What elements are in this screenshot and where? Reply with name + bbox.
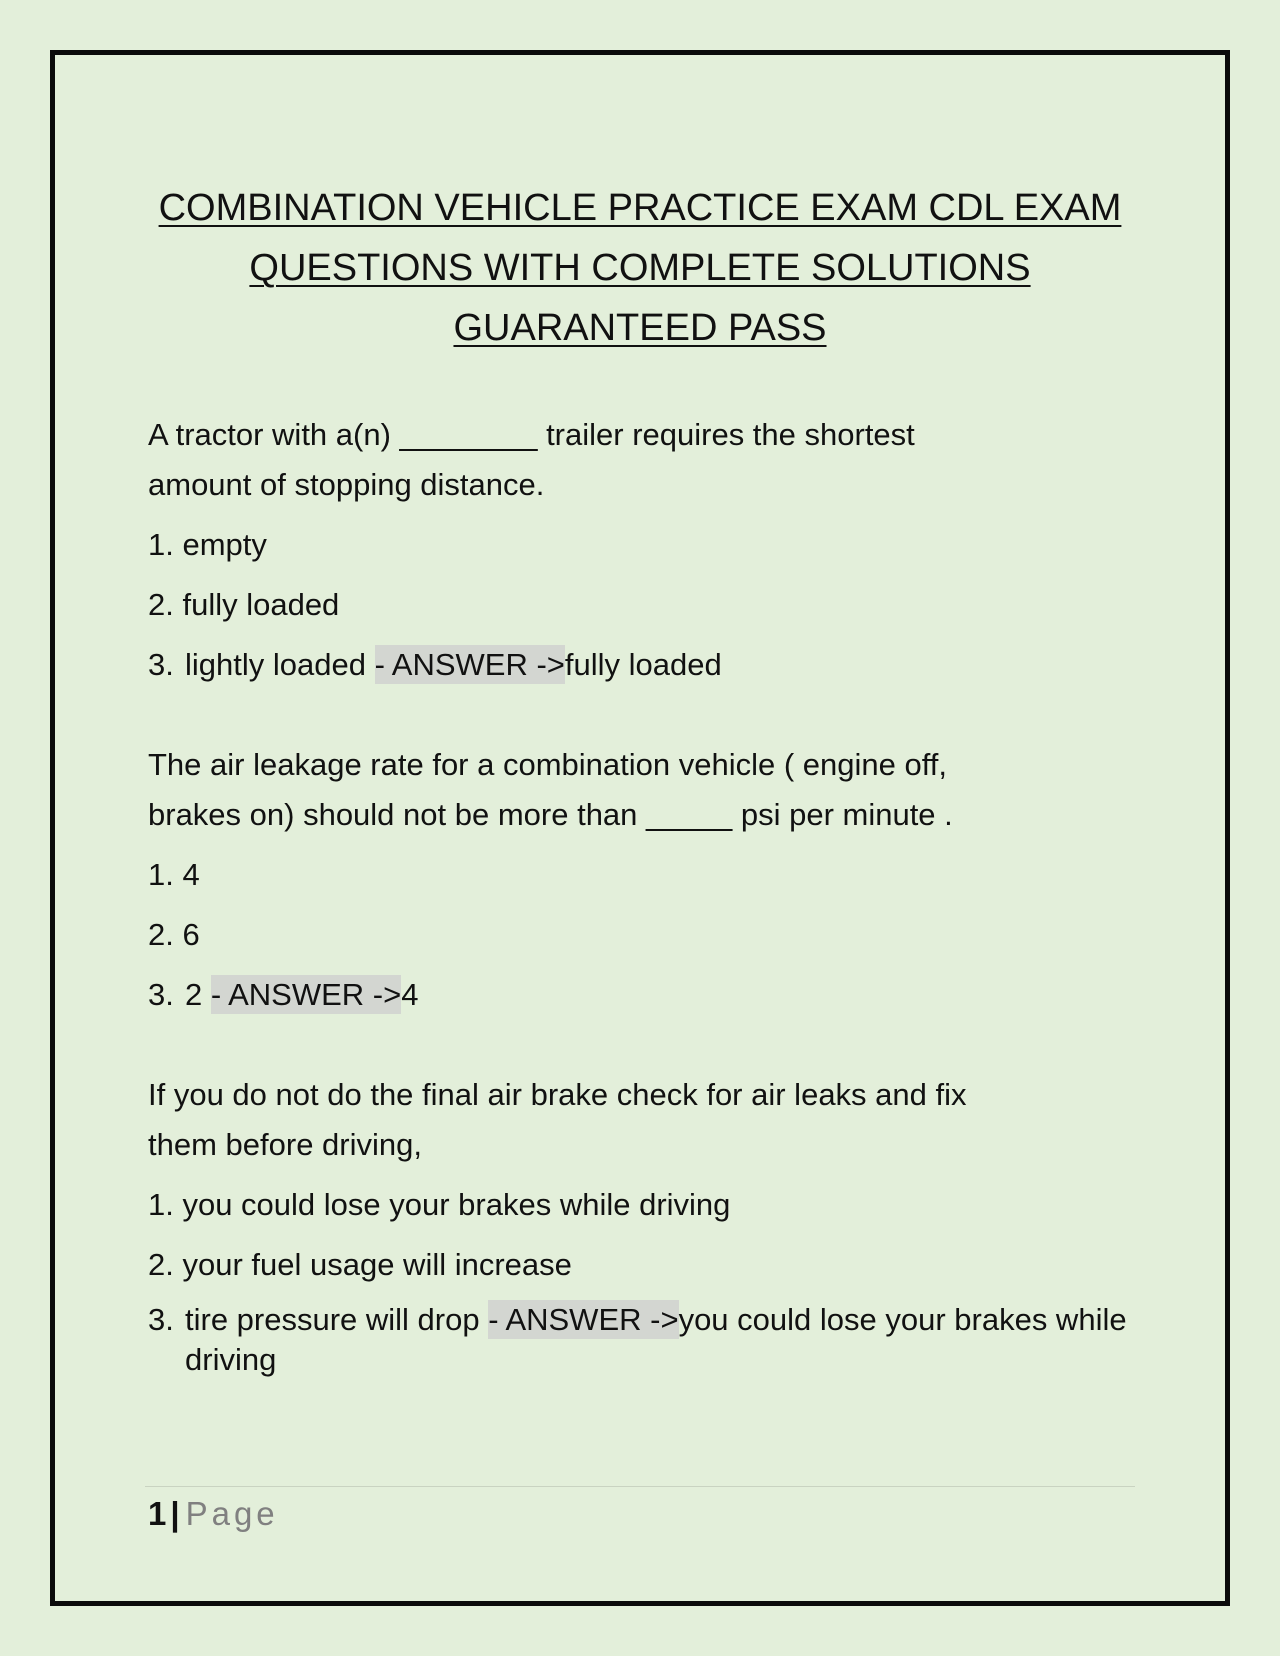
spacer [148,700,1138,740]
option-item: 2. fully loaded [148,587,340,622]
option-item-with-answer [148,640,1138,690]
option-item: 1. empty [148,527,267,562]
option-body [185,640,1138,690]
footer-separator: | [170,1495,180,1532]
footer-divider [145,1486,1135,1487]
document-title [140,178,1140,358]
page-number: 1 [148,1495,167,1532]
title-line-1: COMBINATION VEHICLE PRACTICE EXAM CDL EXAM [158,187,1122,229]
title-line-2: QUESTIONS WITH COMPLETE SOLUTIONS [249,247,1031,289]
option-body [185,1300,1138,1380]
question-3 [148,1070,1138,1380]
question-stem-line: If you do not do the final air brake check for air leaks and fix [148,1077,967,1112]
option-item-with-answer [148,1300,1138,1380]
answer-tag: - ANSWER -> [488,1302,679,1337]
option-text: tire pressure will drop [185,1302,489,1337]
option-item: 1. you could lose your brakes while driving [148,1187,731,1222]
option-number: 3. [148,977,174,1012]
option-number: 3. [148,1302,174,1337]
question-2 [148,740,1138,1020]
question-stem [148,740,1138,840]
option-body [185,970,1138,1020]
question-stem [148,410,1138,510]
option-text: 2 [185,977,211,1012]
option-item: 2. your fuel usage will increase [148,1247,572,1282]
answer-tag: - ANSWER -> [210,977,402,1012]
answer-text: 4 [401,977,419,1012]
question-stem-line: A tractor with a(n) ________ trailer requires the shortest [148,417,915,452]
answer-text: you could lose your brakes while driving [185,1302,1127,1377]
question-stem-line: brakes on) should not be more than _____ psi per minute . [148,797,953,832]
question-stem-line: amount of stopping distance. [148,467,545,502]
question-1 [148,410,1138,690]
answer-text: fully loaded [564,647,722,682]
questions-list [148,410,1138,1390]
option-item-with-answer [148,970,1138,1020]
option-text: lightly loaded [185,647,375,682]
page-footer [148,1492,279,1536]
title-line-3: GUARANTEED PASS [453,307,827,349]
question-stem-line: them before driving, [148,1127,422,1162]
option-number: 3. [148,647,174,682]
answer-tag: - ANSWER -> [374,647,565,682]
option-item: 1. 4 [148,857,200,892]
question-stem-line: The air leakage rate for a combination vehicle ( engine off, [148,747,948,782]
question-stem [148,1070,1138,1170]
page-label: Page [185,1495,279,1532]
spacer [148,1030,1138,1070]
option-item: 2. 6 [148,917,200,952]
